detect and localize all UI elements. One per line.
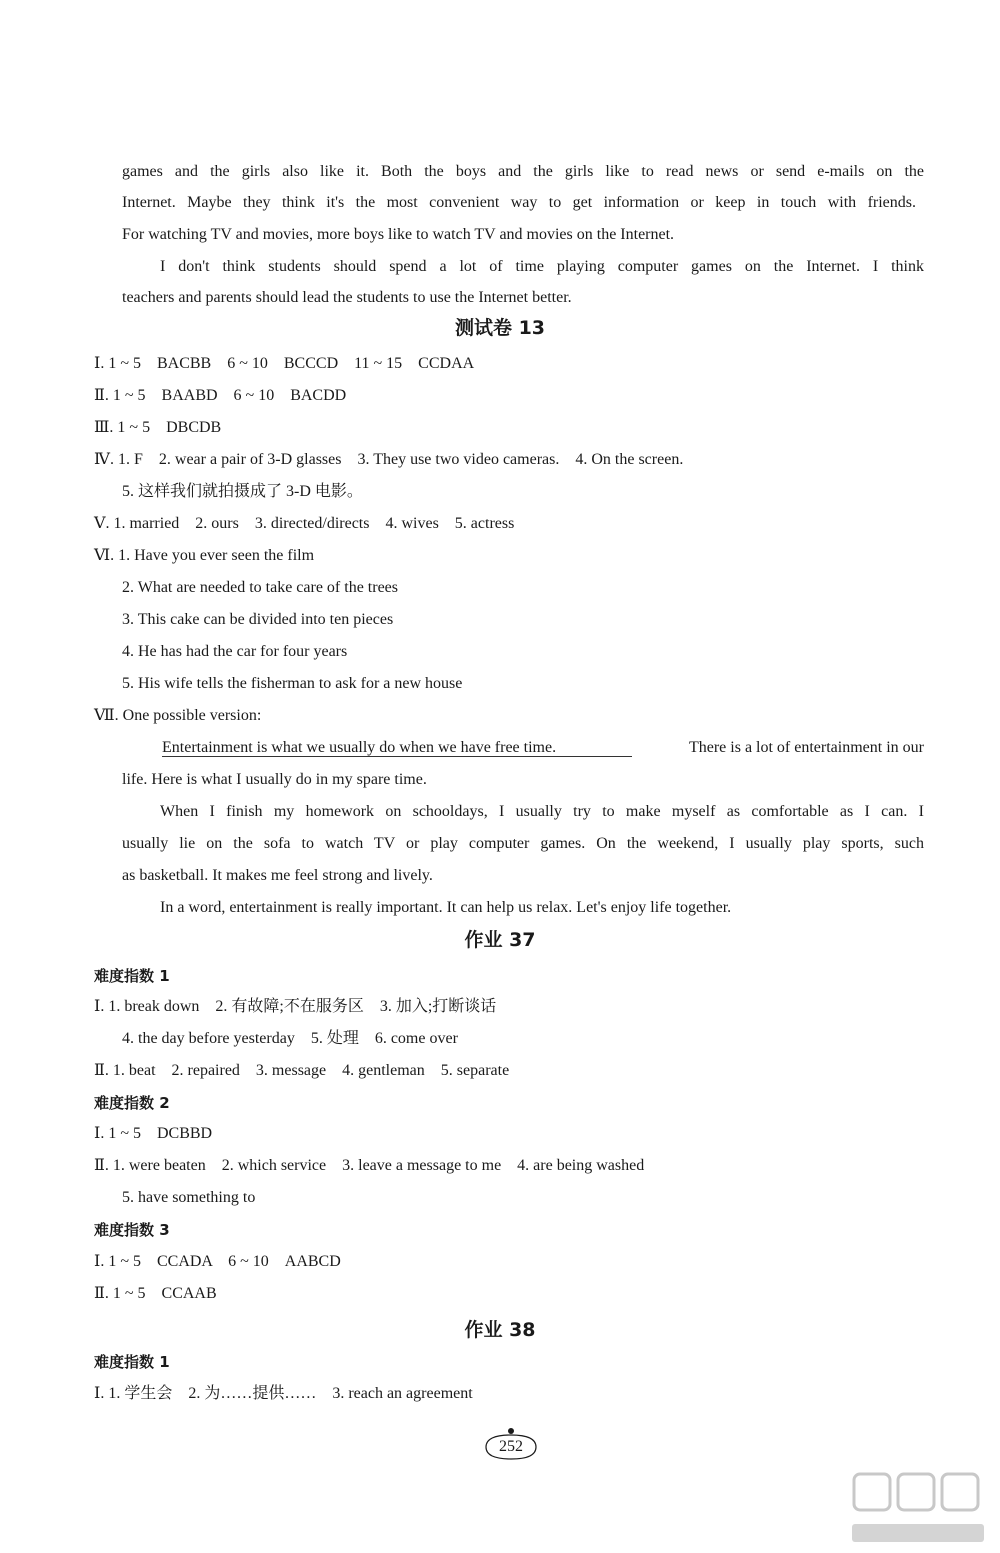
essay-line: life. Here is what I usually do in my spare time.: [122, 771, 427, 788]
answer-line: Ⅰ. 1. break down 2. 有故障;不在服务区 3. 加入;打断谈话: [94, 998, 497, 1015]
answer-line: 5. have something to: [122, 1189, 256, 1206]
essay-line: usually lie on the sofa to watch TV or play computer games. On the weekend, I usually play sports, such: [122, 835, 924, 852]
underlined-sentence: Entertainment is what we usually do when we have free time.: [162, 739, 557, 756]
answer-line: Ⅳ. 1. F 2. wear a pair of 3-D glasses 3. They use two video cameras. 4. On the screen.: [94, 451, 684, 468]
page-number-text: 252: [499, 1438, 523, 1455]
difficulty-label: 难度指数 1: [94, 967, 170, 985]
answer-line: 2. What are needed to take care of the trees: [122, 579, 398, 596]
answer-line: Ⅰ. 1. 学生会 2. 为……提供…… 3. reach an agreement: [94, 1385, 473, 1402]
answer-line: Ⅶ. One possible version:: [94, 707, 262, 724]
handwritten-underline: [162, 756, 632, 757]
essay-line: as basketball. It makes me feel strong and lively.: [122, 867, 433, 884]
essay-line: teachers and parents should lead the students to use the Internet better.: [122, 289, 572, 306]
section-title-hw37: 作业 37: [464, 929, 536, 951]
essay-line: [162, 738, 924, 758]
page-number: [478, 1427, 544, 1461]
difficulty-label: 难度指数 3: [94, 1221, 170, 1239]
answer-line: 5. His wife tells the fisherman to ask for a new house: [122, 675, 463, 692]
essay-line: For watching TV and movies, more boys like to watch TV and movies on the Internet.: [122, 226, 675, 243]
answer-line: 5. 这样我们就拍摄成了 3-D 电影。: [122, 483, 363, 500]
essay-line: I don't think students should spend a lot of time playing computer games on the Internet. I think: [160, 258, 924, 275]
answer-line: Ⅱ. 1 ~ 5 CCAAB: [94, 1285, 217, 1302]
answer-line: Ⅰ. 1 ~ 5 BACBB 6 ~ 10 BCCCD 11 ~ 15 CCDAA: [94, 355, 475, 372]
answer-line: 4. He has had the car for four years: [122, 643, 348, 660]
essay-line: games and the girls also like it. Both the boys and the girls like to read news or send e-mails on the: [122, 163, 924, 180]
essay-line: Internet. Maybe they think it's the most convenient way to get information or keep in touch with friends.: [122, 194, 916, 211]
answer-line: Ⅱ. 1 ~ 5 BAABD 6 ~ 10 BACDD: [94, 387, 347, 404]
difficulty-label: 难度指数 1: [94, 1353, 170, 1371]
essay-text: There is a lot of entertainment in our: [685, 739, 924, 756]
answer-line: Ⅴ. 1. married 2. ours 3. directed/directs 4. wives 5. actress: [94, 515, 515, 532]
watermark-logo-icon: [848, 1468, 988, 1548]
section-title-hw38: 作业 38: [464, 1319, 536, 1341]
essay-line: When I finish my homework on schooldays, I usually try to make myself as comfortable as I can. I: [160, 803, 924, 820]
answer-line: Ⅵ. 1. Have you ever seen the film: [94, 547, 315, 564]
answer-line: Ⅰ. 1 ~ 5 CCADA 6 ~ 10 AABCD: [94, 1253, 341, 1270]
answer-line: 4. the day before yesterday 5. 处理 6. come over: [122, 1030, 458, 1047]
answer-line: Ⅰ. 1 ~ 5 DCBBD: [94, 1125, 213, 1142]
answer-line: Ⅱ. 1. were beaten 2. which service 3. leave a message to me 4. are being washed: [94, 1157, 645, 1174]
section-title-test13: 测试卷 13: [454, 317, 546, 339]
essay-line: In a word, entertainment is really important. It can help us relax. Let's enjoy life together.: [160, 899, 732, 916]
answer-line: Ⅲ. 1 ~ 5 DBCDB: [94, 419, 222, 436]
answer-line: 3. This cake can be divided into ten pieces: [122, 611, 394, 628]
answer-line: Ⅱ. 1. beat 2. repaired 3. message 4. gentleman 5. separate: [94, 1062, 510, 1079]
difficulty-label: 难度指数 2: [94, 1094, 170, 1112]
